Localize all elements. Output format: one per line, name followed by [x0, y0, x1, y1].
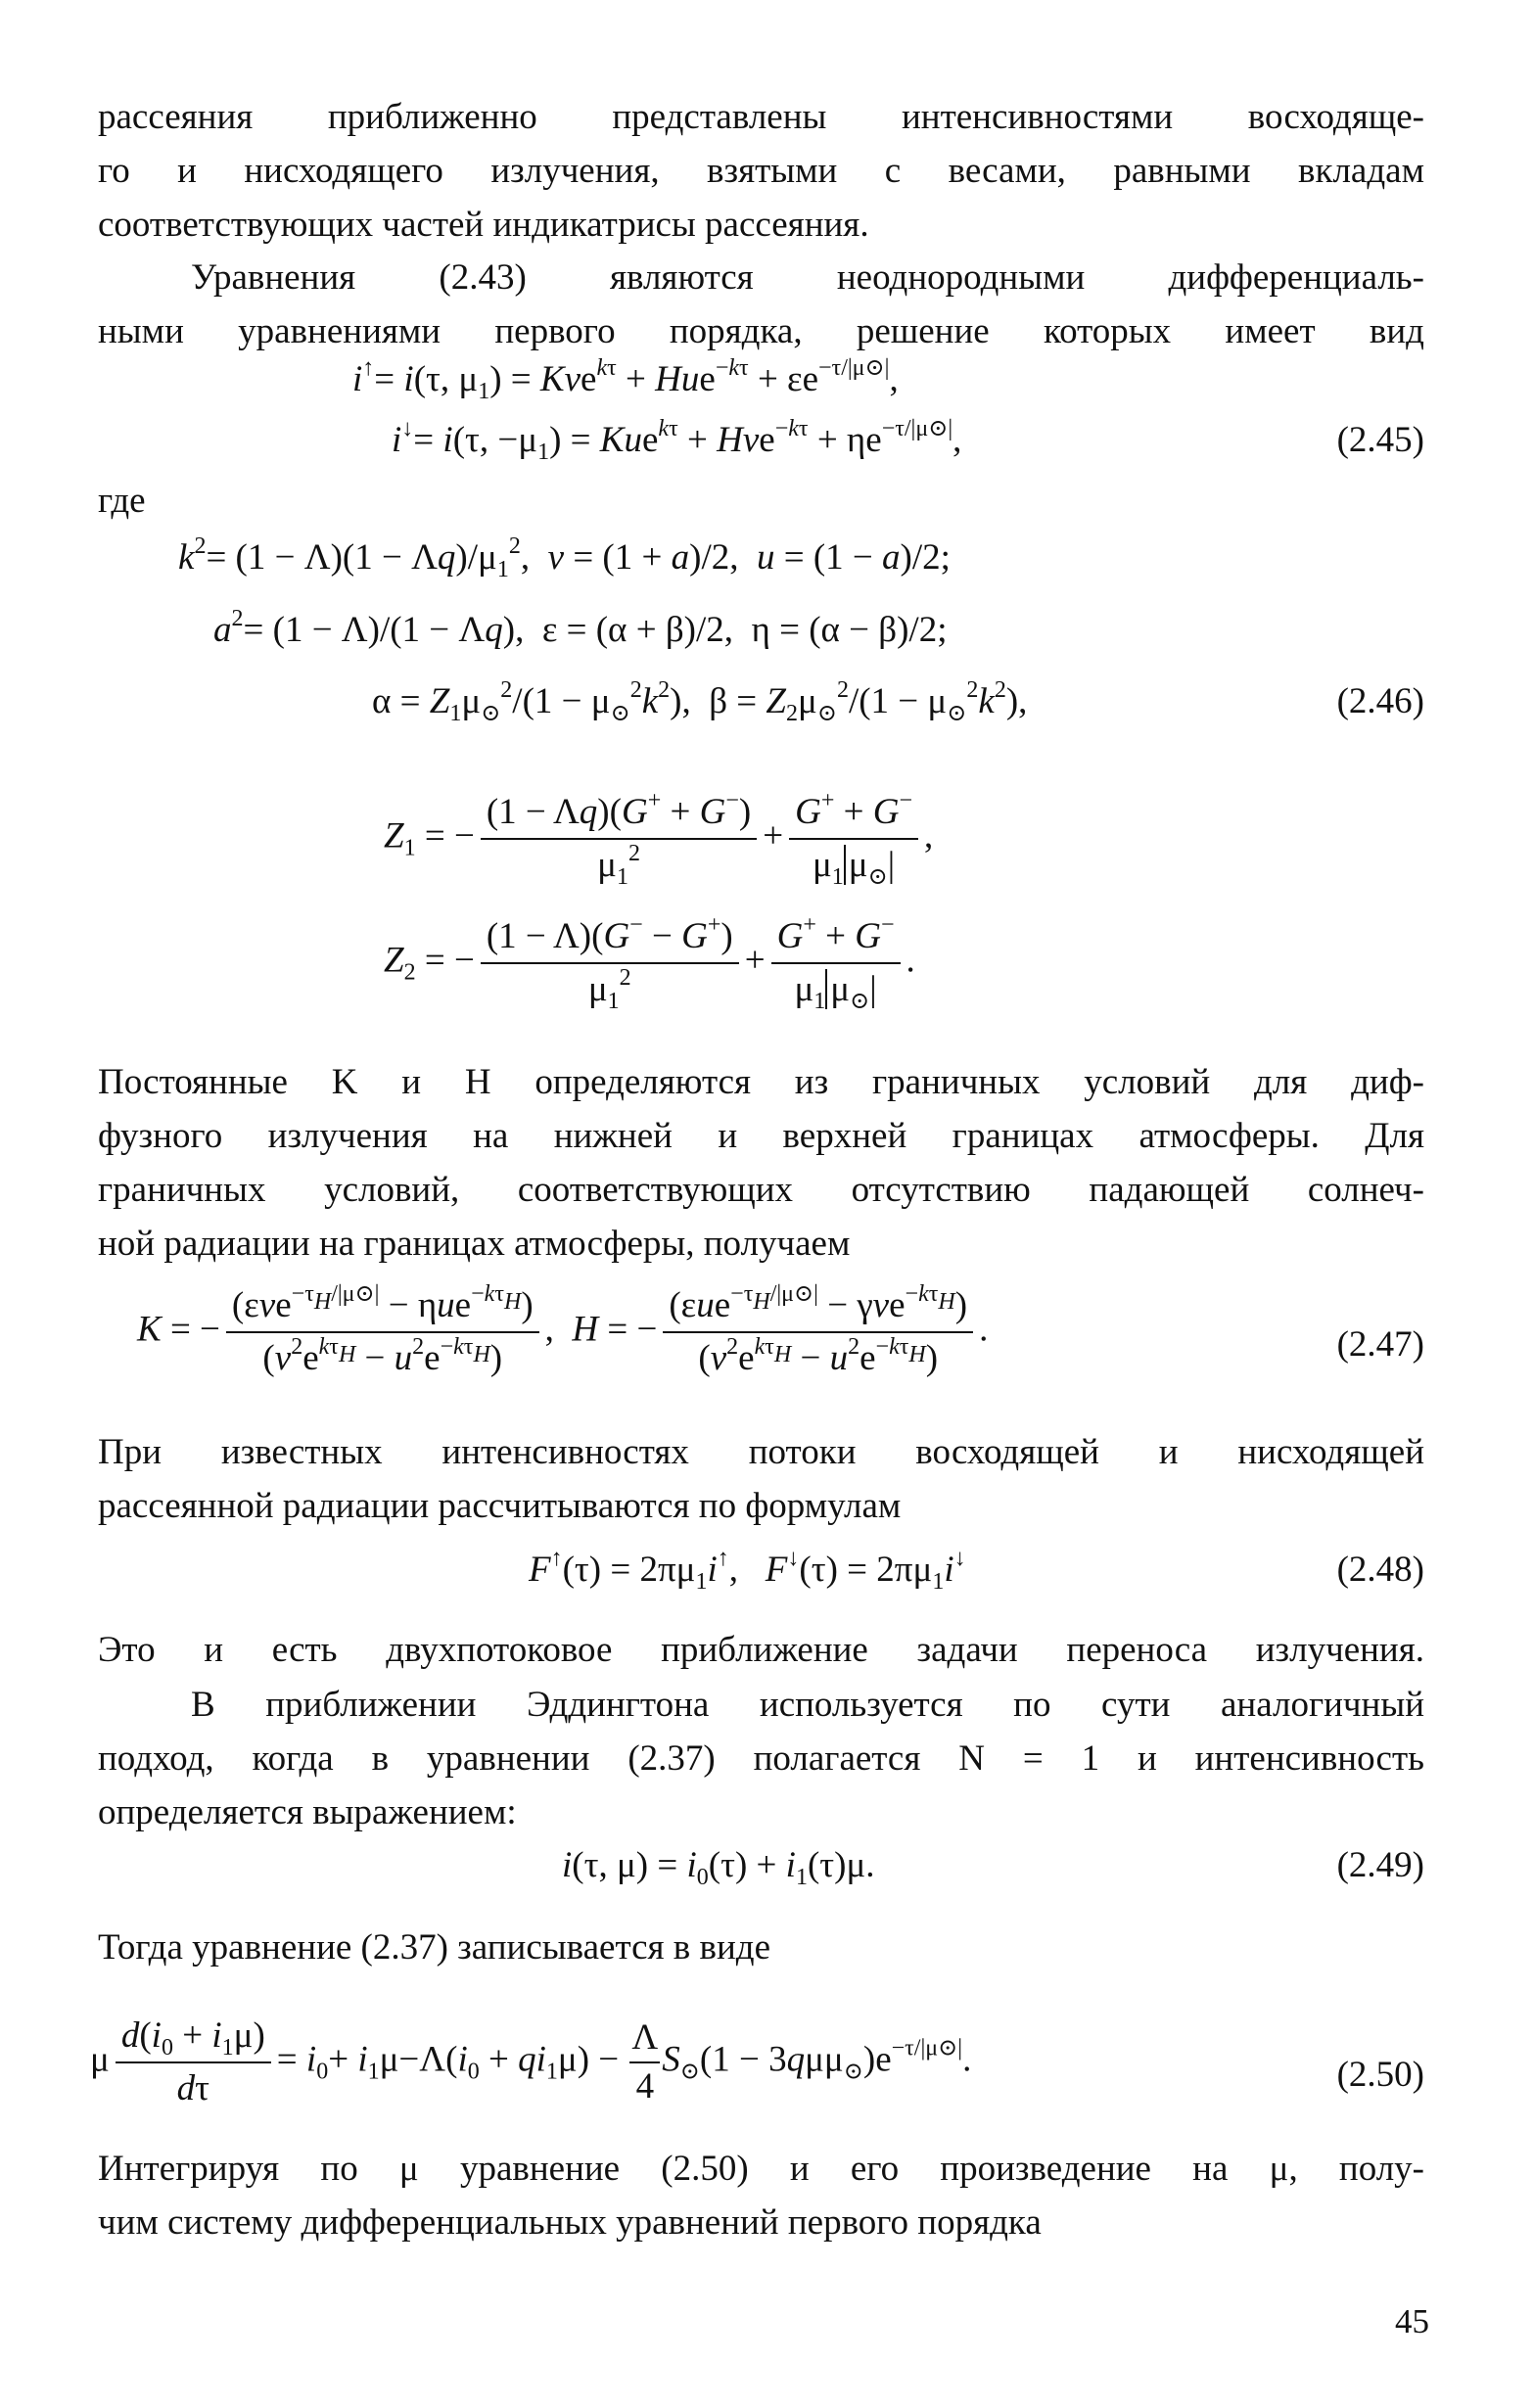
equation-number: (2.45)	[1336, 420, 1424, 460]
text-line: рассеянной радиации рассчитываются по формулам	[98, 1486, 902, 1526]
fraction: $\frac{G^+ + G^-}{\mu_1 \mu_⊙|}$	[789, 791, 918, 887]
paragraph-1	[98, 90, 1424, 252]
equation-2-46-line-3: $\alpha = Z_1\mu_⊙^2/(1 - \mu_⊙^2k^2)$, $\beta = Z_2\mu_⊙^2/(1 - \mu_⊙^2k^2)$,	[372, 677, 1028, 726]
text-line: Интегрируя по μ уравнение (2.50) и его произведение на μ, полу-	[98, 2149, 1424, 2189]
fraction: $\frac{d(i_0 + i_1\mu)}{d\tau}$	[116, 2014, 271, 2110]
equation-number: (2.47)	[1336, 1324, 1424, 1365]
equation-2-49: i(τ, $\mu) = i_0(\tau) + i_1(\tau)\mu$.	[562, 1845, 875, 1890]
fraction: $\frac{(\varepsilon ve^{-\tau_H/|\mu⊙|} - \eta ue^{-k\tau_H})}{(v^2e^{k\tau_H} - u^2e^{-k\tau_H})}$	[226, 1284, 539, 1380]
equation-number: (2.48)	[1336, 1550, 1424, 1590]
equation-z1: $Z_1$ = − $\frac{(1 - \Lambda q)(G^+ + G^-)}{\mu_1^2}$ + $\frac{G^+ + G^-}{\mu_1 \mu_⊙|}$ ,	[384, 788, 934, 890]
text-line: рассеяния приближенно представлены интенсивностями восходяще-	[98, 97, 1424, 137]
equation-2-48: $F^↑(\tau) = 2\pi\mu_1i^↑$, $F^↓(\tau) = 2\pi\mu_1i^↓$	[529, 1546, 966, 1595]
text-line: определяется выражением:	[98, 1792, 517, 1832]
paragraph-7	[98, 1921, 1424, 1974]
fraction: $\frac{(\varepsilon ue^{-\tau_H/|\mu⊙|} - \gamma ve^{-k\tau_H})}{(v^2e^{k\tau_H} - u^2e^{-k\tau_H})}$	[663, 1284, 973, 1380]
where-word: где	[98, 481, 146, 521]
equation-number: (2.46)	[1336, 681, 1424, 721]
equation-2-46-line-2: $a^2= (1 - \Lambda)/(1 - \Lambda q)$, ε = (α + β)/2, η = (α − β)/2;	[213, 606, 948, 650]
equation-2-50: μ $\frac{d(i_0 + i_1\mu)}{d\tau}$ = $i_0+ i_1\mu-\Lambda(i_0 + qi_1\mu)$ − $\frac{\Lambda}{4}$ $S_⊙(1 - 3q\mu\mu_⊙)e^{-\tau/|\mu⊙|}$.	[90, 2015, 972, 2108]
paragraph-5	[98, 1623, 1424, 1677]
equation-2-46-line-1: $k^2= (1 - \Lambda)(1 - \Lambda q)/\mu_1^2$, v = (1 + a)/2, u = (1 − a)/2;	[178, 533, 951, 582]
text-line: го и нисходящего излучения, взятыми с весами, равными вкладам	[98, 151, 1424, 191]
text-line: граничных условий, соответствующих отсутствию падающей солнеч-	[98, 1170, 1424, 1210]
page-number: 45	[1395, 2302, 1429, 2340]
paragraph-3	[98, 1055, 1424, 1271]
paragraph-6	[98, 1678, 1424, 1839]
text-line: фузного излучения на нижней и верхней границах атмосферы. Для	[98, 1116, 1424, 1156]
equation-2-47: K = − $\frac{(\varepsilon ve^{-\tau_H/|\mu⊙|} - \eta ue^{-k\tau_H})}{(v^2e^{k\tau_H} - u^2e^{-k\tau_H})}$ , H = − $\frac{(\varepsilon ue^{-\tau_H/|\mu⊙|} - \gamma ve^{-k\tau_H})}{(v^2e^{k\tau_H} - u^2e^{-k\tau_H})}$ .	[137, 1281, 989, 1378]
equation-2-45-line-1: i↑= i(τ, $\mu_1) = Kve^{k\tau} + Hue^{-k\tau} + \varepsilon e^{-\tau/|\mu⊙|}$,	[352, 355, 899, 404]
paragraph-4	[98, 1425, 1424, 1533]
equation-z2: $Z_2$ = − $\frac{(1 - \Lambda)(G^- - G^+)}{\mu_1^2}$ + $\frac{G^+ + G^-}{\mu_1 \mu_⊙|}$ .	[384, 912, 915, 1014]
text-line: Уравнения (2.43) являются неоднородными дифференциаль-	[191, 257, 1424, 298]
fraction: $\frac{(1 - \Lambda q)(G^+ + G^-)}{\mu_1^2}$	[481, 791, 757, 887]
text-line: подход, когда в уравнении (2.37) полагается N = 1 и интенсивность	[98, 1738, 1424, 1779]
equation-number: (2.50)	[1336, 2055, 1424, 2095]
text-line: соответствующих частей индикатрисы рассеяния.	[98, 205, 869, 245]
text-line: чим систему дифференциальных уравнений первого порядка	[98, 2202, 1042, 2243]
fraction: $\frac{(1 - \Lambda)(G^- - G^+)}{\mu_1^2}$	[481, 915, 739, 1011]
equation-2-45-line-2: i↓= i(τ, $-\mu_1) = Kue^{k\tau} + Hve^{-k\tau} + \eta e^{-\tau/|\mu⊙|}$,	[392, 416, 962, 465]
text-line: Постоянные K и H определяются из граничных условий для диф-	[98, 1062, 1424, 1102]
fraction: $\frac{\Lambda}{4}$	[631, 2017, 659, 2107]
paragraph-2	[98, 251, 1424, 358]
text-line: В приближении Эддингтона используется по сути аналогичный	[191, 1685, 1424, 1725]
text-line: ными уравнениями первого порядка, решение которых имеет вид	[98, 311, 1424, 351]
paragraph-8	[98, 2142, 1424, 2249]
text-line: ной радиации на границах атмосферы, получаем	[98, 1224, 851, 1264]
text-line: При известных интенсивностях потоки восходящей и нисходящей	[98, 1432, 1424, 1472]
equation-number: (2.49)	[1336, 1845, 1424, 1885]
text-line: Тогда уравнение (2.37) записывается в виде	[98, 1927, 770, 1968]
text-line: Это и есть двухпотоковое приближение задачи переноса излучения.	[98, 1630, 1424, 1670]
fraction: $\frac{G^+ + G^-}{\mu_1 \mu_⊙|}$	[771, 915, 901, 1011]
